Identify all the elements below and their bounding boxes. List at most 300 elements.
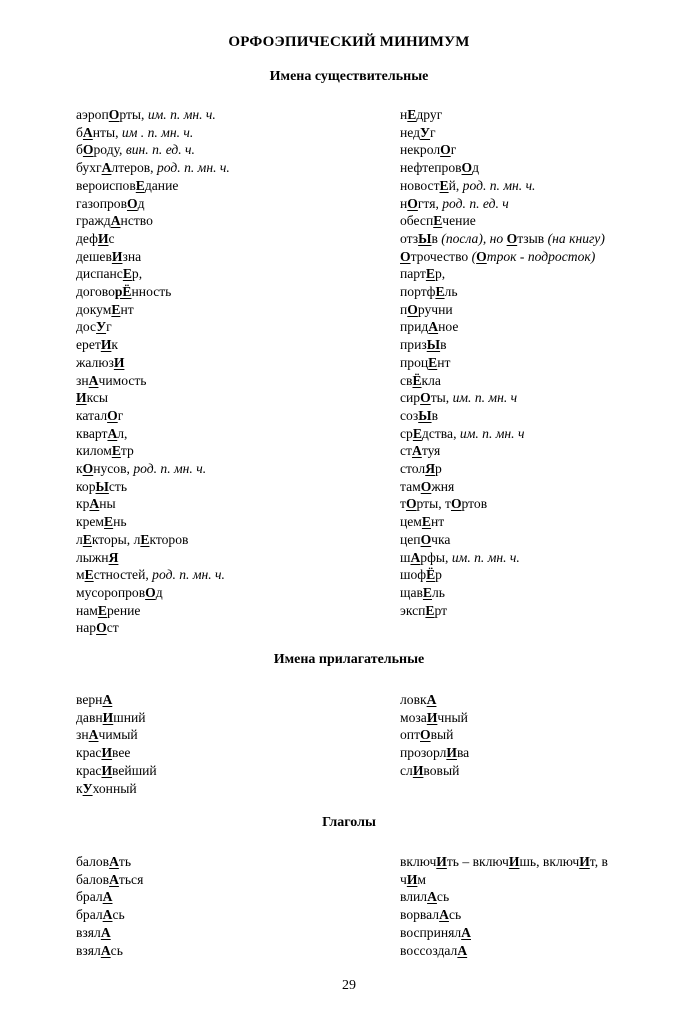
word-entry (400, 159, 605, 177)
word-entry (76, 780, 157, 798)
stressed-letter: О (400, 248, 411, 264)
word-text: стол (400, 461, 426, 477)
word-entry (76, 888, 143, 906)
stressed-letter: О (420, 531, 432, 547)
word-text: б (76, 142, 83, 158)
word-text: к (76, 461, 83, 477)
stressed-letter: И (446, 745, 457, 761)
nouns-right-column (400, 106, 605, 619)
word-text: сь (112, 907, 125, 923)
word-text: рение (107, 602, 141, 618)
stressed-letter: О (420, 727, 431, 743)
word-text: ш (400, 549, 411, 565)
word-entry (76, 425, 230, 443)
stressed-letter: А (102, 692, 113, 707)
word-text: портф (400, 284, 436, 300)
grammar-note: им . п. мн. ч. (121, 124, 194, 140)
word-entry (400, 942, 688, 960)
word-text: рты, (119, 107, 148, 122)
stressed-letter: И (101, 745, 113, 761)
word-entry (400, 318, 605, 336)
stressed-letter: Я (108, 549, 119, 565)
word-text: д (137, 195, 145, 211)
word-entry (400, 177, 605, 195)
word-text: в (431, 230, 442, 246)
word-text: гражд (76, 213, 111, 229)
word-entry (76, 141, 230, 159)
stressed-letter: А (107, 425, 118, 441)
word-text: чный (437, 709, 468, 725)
word-text: р, (434, 266, 446, 282)
word-text: ться (118, 871, 144, 887)
adjectives-heading: Имена прилагательные (273, 652, 425, 667)
stressed-letter: Е (433, 213, 443, 229)
word-text: трочество (410, 248, 472, 264)
word-entry (76, 513, 230, 531)
word-entry (400, 478, 605, 496)
word-text: соз (400, 407, 419, 423)
stressed-letter: У (96, 319, 107, 335)
word-entry (76, 230, 230, 248)
stressed-letter: Е (407, 107, 417, 122)
word-text: сл (400, 762, 413, 778)
word-text: чимость (98, 372, 147, 388)
stressed-letter: И (101, 762, 113, 778)
word-text: влил (400, 889, 428, 905)
stressed-letter: О (108, 107, 120, 122)
word-entry (400, 762, 469, 780)
word-text: газопров (76, 195, 127, 211)
word-text: жня (431, 478, 455, 494)
word-entry (400, 531, 605, 549)
stressed-letter: Ы (95, 478, 109, 494)
word-text: шний (113, 709, 146, 725)
word-text: сь (448, 907, 462, 923)
word-text: дание (144, 177, 179, 193)
word-text: дос (76, 319, 97, 335)
word-text: сть (108, 478, 128, 494)
word-text: й, (448, 177, 463, 193)
word-text: р (435, 461, 442, 477)
stressed-letter: О (96, 620, 107, 636)
word-entry (76, 106, 230, 124)
word-entry (76, 177, 230, 195)
word-entry (76, 495, 230, 513)
word-entry (400, 124, 605, 142)
word-text: моза (400, 709, 427, 725)
stressed-letter: И (406, 871, 418, 887)
word-text: крас (76, 745, 102, 761)
word-text: тзыв (517, 230, 548, 246)
grammar-note: трок - подросток) (486, 248, 596, 264)
stressed-letter: Е (428, 354, 438, 370)
word-entry (400, 691, 469, 709)
word-text: балов (76, 854, 110, 869)
word-text: сь (436, 889, 450, 905)
word-text: л, (117, 425, 128, 441)
word-text: ть – включ (446, 854, 509, 869)
stressed-letter: А (461, 924, 471, 940)
stressed-letter: О (420, 390, 431, 406)
word-text: кторов (149, 531, 189, 547)
word-text: вейший (112, 762, 157, 778)
word-text: воспринял (400, 924, 462, 940)
word-text: догово (76, 284, 115, 300)
stressed-letter: О (450, 496, 462, 512)
word-text: приз (400, 337, 427, 353)
word-entry (400, 460, 605, 478)
word-entry (400, 354, 605, 372)
word-text: шоф (400, 567, 427, 583)
word-text: докум (76, 301, 112, 317)
word-text: ты, (430, 390, 453, 406)
stressed-letter: Е (421, 514, 431, 530)
stressed-letter: А (426, 692, 437, 707)
word-text: к (111, 337, 118, 353)
word-text: тр (120, 443, 134, 459)
grammar-note: им. п. мн. ч. (451, 549, 520, 565)
word-text: чимый (98, 727, 138, 743)
word-text: св (400, 372, 413, 388)
word-entry (76, 726, 157, 744)
word-entry (400, 584, 605, 602)
stressed-letter: Е (412, 425, 422, 441)
word-entry (400, 853, 688, 871)
stressed-letter: А (109, 871, 119, 887)
stressed-letter: Е (97, 602, 107, 618)
verbs-heading: Глаголы (322, 815, 376, 830)
word-text: б (76, 124, 83, 140)
word-text: т (400, 496, 406, 512)
stressed-letter: И (412, 762, 424, 778)
word-text: п (400, 301, 408, 317)
verbs-left-column (76, 853, 143, 959)
stressed-letter: О (506, 230, 518, 246)
stressed-letter: А (427, 889, 437, 905)
word-text: нт (437, 354, 451, 370)
stressed-letter: А (89, 496, 100, 512)
grammar-note: род. п. мн. ч. (152, 567, 225, 583)
word-text: чение (442, 213, 476, 229)
word-text: к (76, 780, 83, 796)
word-text: нь (113, 514, 127, 530)
word-text: вероиспов (76, 177, 136, 193)
stressed-letter: О (420, 478, 432, 494)
grammar-note: (посла), но (441, 230, 507, 246)
word-text: бухг (76, 160, 102, 176)
word-entry (400, 283, 605, 301)
word-entry (76, 195, 230, 213)
word-entry (76, 407, 230, 425)
word-entry (400, 389, 605, 407)
stressed-letter: О (82, 142, 94, 158)
word-text: ны (99, 496, 116, 512)
stressed-letter: Ё (426, 567, 436, 583)
word-text: г (117, 407, 124, 423)
stressed-letter: О (407, 301, 418, 317)
stressed-letter: О (407, 195, 418, 211)
word-entry (400, 230, 605, 248)
word-text: ст (400, 443, 412, 459)
stressed-letter: Е (425, 602, 435, 618)
word-entry (400, 513, 605, 531)
word-text: сь (110, 942, 123, 958)
word-text: проц (400, 354, 429, 370)
stressed-letter: А (428, 319, 439, 335)
word-text: ловк (400, 692, 427, 707)
stressed-letter: Е (140, 531, 150, 547)
word-text: килом (76, 443, 112, 459)
word-text: зн (76, 727, 89, 743)
stressed-letter: Е (122, 266, 132, 282)
word-entry (76, 442, 230, 460)
word-text: рты, т (416, 496, 451, 512)
word-text: опт (400, 727, 421, 743)
stressed-letter: А (100, 942, 111, 958)
word-entry (400, 888, 688, 906)
page-title: ОРФОЭПИЧЕСКИЙ МИНИМУМ (228, 34, 470, 50)
stressed-letter: А (410, 549, 421, 565)
stressed-letter: А (439, 907, 449, 923)
word-text: балов (76, 871, 110, 887)
stressed-letter: О (405, 496, 417, 512)
word-text: ерет (76, 337, 101, 353)
word-text: ст (106, 620, 119, 636)
word-text: м (76, 567, 85, 583)
stressed-letter: Ё (412, 372, 422, 388)
word-text: н (400, 107, 408, 122)
word-text: щав (400, 584, 423, 600)
word-entry (76, 372, 230, 390)
stressed-letter: И (426, 709, 438, 725)
word-text: г (106, 319, 112, 335)
word-text: цеп (400, 531, 421, 547)
word-entry (76, 283, 230, 301)
stressed-letter: А (109, 854, 119, 869)
word-entry (76, 212, 230, 230)
word-entry (76, 709, 157, 727)
grammar-note: им. п. мн. ч (452, 390, 518, 406)
word-text: кварт (76, 425, 108, 441)
word-entry (76, 619, 230, 637)
word-text: брал (76, 907, 103, 923)
grammar-note: (на книгу) (547, 230, 605, 246)
stressed-letter: А (102, 889, 113, 905)
word-text: нство (120, 213, 153, 229)
word-text: ч (400, 871, 407, 887)
stressed-letter: У (82, 780, 93, 796)
word-text: ть (118, 854, 132, 869)
word-text: нт (431, 514, 445, 530)
word-entry (76, 531, 230, 549)
word-entry (76, 265, 230, 283)
word-entry (400, 106, 605, 124)
word-text: взял (76, 924, 101, 940)
nouns-left-column (76, 106, 230, 637)
stressed-letter: Ы (426, 337, 441, 353)
word-entry (76, 566, 230, 584)
word-text: деф (76, 230, 98, 246)
word-text: вый (430, 727, 454, 743)
word-text: гтя, (417, 195, 443, 211)
word-text: нед (400, 124, 421, 140)
word-entry (400, 195, 605, 213)
word-entry (400, 407, 605, 425)
word-text: катал (76, 407, 108, 423)
word-entry (76, 762, 157, 780)
stressed-letter: И (102, 709, 114, 725)
stressed-letter: Е (435, 284, 445, 300)
word-text: сир (400, 390, 421, 406)
word-text: м (417, 871, 427, 887)
word-text: кр (76, 496, 90, 512)
word-entry (76, 318, 230, 336)
stressed-letter: И (76, 390, 87, 406)
word-entry (76, 602, 230, 620)
word-text: жалюз (76, 354, 114, 370)
word-text: н (400, 195, 408, 211)
word-entry (76, 124, 230, 142)
stressed-letter: А (411, 443, 422, 459)
stressed-letter: И (97, 230, 109, 246)
word-entry (400, 141, 605, 159)
word-entry (400, 212, 605, 230)
word-entry (400, 265, 605, 283)
word-entry (76, 691, 157, 709)
word-text: парт (400, 266, 426, 282)
word-text: т, в (589, 854, 608, 869)
word-text: аэроп (76, 107, 109, 122)
word-entry (400, 301, 605, 319)
stressed-letter: Е (111, 443, 121, 459)
word-text: прид (400, 319, 429, 335)
stressed-letter: И (111, 248, 123, 264)
word-text: д (155, 584, 163, 600)
word-entry (400, 924, 688, 942)
word-text: рфы, (420, 549, 452, 565)
stressed-letter: Е (111, 301, 121, 317)
word-text: в (431, 407, 438, 423)
grammar-note: ( (471, 248, 477, 264)
stressed-letter: А (100, 924, 111, 940)
word-entry (400, 336, 605, 354)
word-entry (400, 372, 605, 390)
grammar-note: род. п. мн. ч. (133, 461, 207, 477)
word-text: цем (400, 514, 422, 530)
word-entry (76, 853, 143, 871)
word-text: новост (400, 177, 440, 193)
word-entry (76, 159, 230, 177)
stressed-letter: Я (425, 461, 436, 477)
word-text: р (435, 567, 442, 583)
stressed-letter: Е (422, 584, 432, 600)
word-entry (400, 248, 605, 266)
word-text: нар (76, 620, 97, 636)
word-text: ва (456, 745, 470, 761)
stressed-letter: О (82, 461, 94, 477)
word-text: включ (400, 854, 437, 869)
word-text: г (450, 142, 457, 158)
grammar-note: им. п. мн. ч. (147, 107, 216, 122)
stressed-letter: Е (84, 567, 94, 583)
stressed-letter: О (145, 584, 156, 600)
word-entry (400, 906, 688, 924)
stressed-letter: Е (425, 266, 435, 282)
word-text: чка (431, 531, 451, 547)
word-text: зна (122, 248, 142, 264)
word-text: ксы (86, 390, 109, 406)
word-entry (400, 549, 605, 567)
word-text: шь, включ (519, 854, 580, 869)
stressed-letter: А (88, 727, 99, 743)
word-text: нты, (92, 124, 122, 140)
word-text: друг (416, 107, 443, 122)
stressed-letter: О (476, 248, 487, 264)
grammar-note: род. п. мн. ч. (156, 160, 230, 176)
word-entry (76, 248, 230, 266)
word-text: л (76, 531, 83, 547)
word-entry (76, 549, 230, 567)
stressed-letter: рЁ (114, 284, 132, 300)
stressed-letter: И (508, 854, 520, 869)
word-text: нность (131, 284, 172, 300)
word-entry (400, 871, 688, 889)
word-text: вовый (423, 762, 460, 778)
grammar-note: род. п. мн. ч. (462, 177, 536, 193)
word-entry (400, 602, 605, 620)
word-text: крем (76, 514, 105, 530)
word-text: ср (400, 425, 413, 441)
stressed-letter: А (110, 213, 121, 229)
word-text: дешев (76, 248, 112, 264)
stressed-letter: А (82, 124, 93, 140)
stressed-letter: Е (82, 531, 92, 547)
stressed-letter: Е (135, 177, 145, 193)
stressed-letter: И (579, 854, 590, 869)
word-text: прозорл (400, 745, 447, 761)
word-text: взял (76, 942, 101, 958)
word-text: давн (76, 709, 103, 725)
word-text: в (440, 337, 447, 353)
word-text: мусоропров (76, 584, 146, 600)
stressed-letter: А (88, 372, 99, 388)
word-entry (76, 354, 230, 372)
word-text: лыжн (76, 549, 109, 565)
word-text: дства, (421, 425, 460, 441)
word-text: лтеров, (111, 160, 157, 176)
word-text: нт (120, 301, 134, 317)
word-text: р, (131, 266, 143, 282)
word-text: ное (438, 319, 459, 335)
word-text: туя (421, 443, 441, 459)
word-text: обесп (400, 213, 434, 229)
word-entry (400, 425, 605, 443)
stressed-letter: И (100, 337, 112, 353)
word-entry (76, 460, 230, 478)
word-text: ртов (461, 496, 488, 512)
word-text: рт (434, 602, 448, 618)
word-entry (76, 942, 143, 960)
stressed-letter: Ы (418, 407, 432, 423)
word-text: роду, (93, 142, 126, 158)
stressed-letter: Е (104, 514, 114, 530)
grammar-note: им. п. мн. ч (459, 425, 525, 441)
stressed-letter: Е (439, 177, 449, 193)
word-entry (76, 478, 230, 496)
stressed-letter: У (420, 124, 431, 140)
word-text: зн (76, 372, 89, 388)
word-entry (400, 442, 605, 460)
